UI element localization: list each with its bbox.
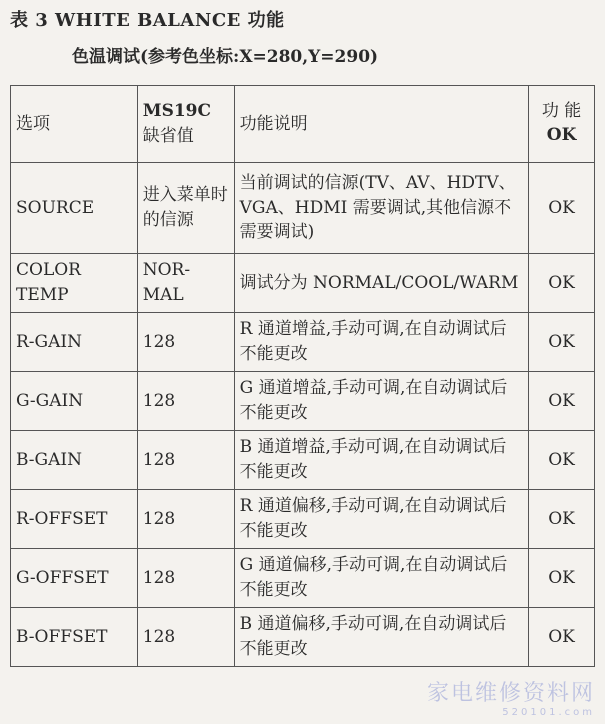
header-option: 选项 [11,86,138,163]
cell-option: G-GAIN [11,372,138,431]
cell-default: 128 [137,608,234,667]
cell-description: G 通道偏移,手动可调,在自动调试后不能更改 [234,549,529,608]
cell-option: B-OFFSET [11,608,138,667]
table-row [11,431,595,490]
table-row [11,254,595,313]
table-row [11,490,595,549]
white-balance-table [10,85,595,667]
cell-description: B 通道偏移,手动可调,在自动调试后不能更改 [234,608,529,667]
cell-description: R 通道增益,手动可调,在自动调试后不能更改 [234,313,529,372]
header-ok-value: OK [546,125,577,145]
cell-option: SOURCE [11,163,138,254]
cell-description: R 通道偏移,手动可调,在自动调试后不能更改 [234,490,529,549]
cell-default: 128 [137,549,234,608]
table-header-row [11,86,595,163]
cell-default: 128 [137,313,234,372]
cell-description: G 通道增益,手动可调,在自动调试后不能更改 [234,372,529,431]
table-title: 表 3 WHITE BALANCE 功能 [10,10,285,31]
cell-ok: OK [529,313,595,372]
table-row [11,608,595,667]
cell-ok: OK [529,254,595,313]
table-row [11,313,595,372]
cell-default: 128 [137,490,234,549]
cell-default: NOR-MAL [137,254,234,313]
watermark-logo [427,676,595,718]
header-ok [529,86,595,163]
cell-ok: OK [529,608,595,667]
table-row [11,549,595,608]
header-default-model: MS19C [142,101,212,122]
cell-default: 128 [137,372,234,431]
table-row [11,163,595,254]
cell-option: COLOR TEMP [11,254,138,313]
cell-description: 调试分为 NORMAL/COOL/WARM [234,254,529,313]
table-subtitle: 色温调试(参考色坐标:X=280,Y=290) [72,47,379,67]
cell-option: R-OFFSET [11,490,138,549]
watermark-text: 家电维修资料网 [426,681,595,706]
header-ok-label: 功 能 [541,101,582,122]
cell-option: G-OFFSET [11,549,138,608]
table-row [11,372,595,431]
cell-ok: OK [529,372,595,431]
cell-ok: OK [529,490,595,549]
header-default-label: 缺省值 [142,126,194,146]
cell-description: 当前调试的信源(TV、AV、HDTV、VGA、HDMI 需要调试,其他信源不需要调试) [234,163,529,254]
header-description: 功能说明 [234,86,529,163]
cell-ok: OK [529,549,595,608]
header-default [137,86,234,163]
cell-ok: OK [529,431,595,490]
cell-option: R-GAIN [11,313,138,372]
watermark-url: 520101.com [502,707,595,718]
cell-ok: OK [529,163,595,254]
cell-default: 进入菜单时的信源 [137,163,234,254]
cell-option: B-GAIN [11,431,138,490]
cell-description: B 通道增益,手动可调,在自动调试后不能更改 [234,431,529,490]
cell-default: 128 [137,431,234,490]
